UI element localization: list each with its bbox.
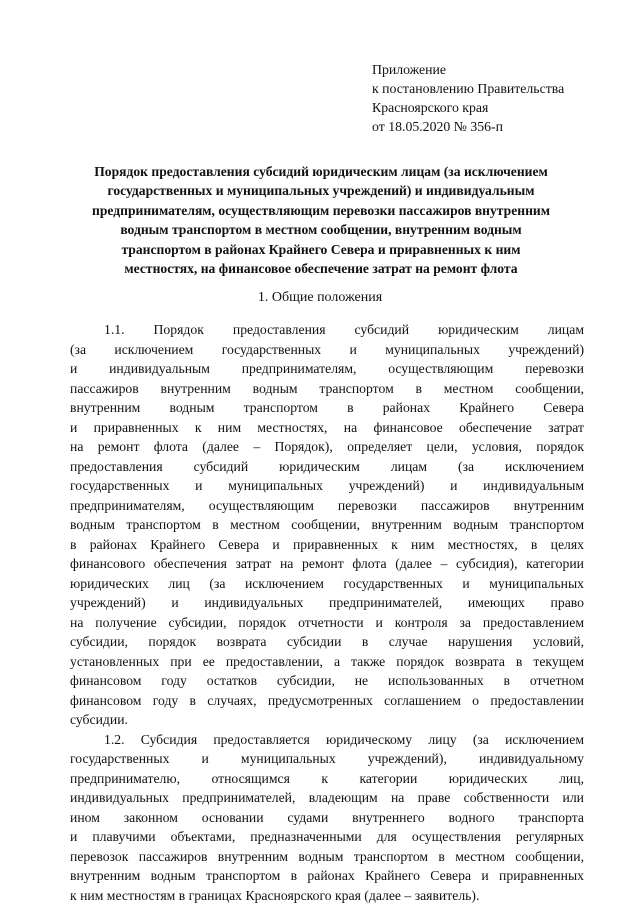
paragraph-line: водным транспортом в местном сообщении, внутренним водным транспортом <box>70 517 584 532</box>
appendix-resolution: к постановлению Правительства <box>372 81 565 96</box>
paragraph-1-1 <box>70 320 584 730</box>
paragraph-line: перевозок пассажиров внутренним водным транспортом в местном сообщении, <box>70 848 584 864</box>
paragraph-line: и приравненных к ним местностях, на финансовое обеспечение затрат <box>70 419 584 435</box>
paragraph-line: и индивидуальным предпринимателям, осуществляющим перевозки <box>70 361 584 376</box>
title-line: транспортом в районах Крайнего Севера и приравненных к ним <box>121 241 521 257</box>
paragraph-line: финансового обеспечения затрат на ремонт флота (далее – субсидия), категории <box>70 556 584 571</box>
paragraph-line: (за исключением государственных и муниципальных учреждений) <box>70 341 584 357</box>
appendix-region: Красноярского края <box>372 100 489 115</box>
paragraph-line: предпринимателям, осуществляющим перевозки пассажиров внутренним <box>70 497 584 513</box>
paragraph-line: 1.1. Порядок предоставления субсидий юридическим лицам <box>104 322 584 337</box>
appendix-date-number: от 18.05.2020 № 356-п <box>372 119 504 134</box>
title-line: водным транспортом в местном сообщении, внутренним водным <box>120 222 522 238</box>
paragraph-line: учреждений) и индивидуальных предпринимателей, имеющих право <box>70 595 584 610</box>
section-heading: 1. Общие положения <box>257 290 383 305</box>
appendix-block <box>372 60 564 136</box>
paragraph-line: предоставления субсидий юридическим лицам (за исключением <box>70 458 584 474</box>
paragraph-line: предпринимателю, относящимся к категории юридических лиц, <box>70 770 584 786</box>
paragraph-1-2 <box>70 730 584 905</box>
paragraph-line: и плавучими объектами, предназначенными для осуществления регулярных <box>70 829 584 844</box>
title-line: местностях, на финансовое обеспечение затрат на ремонт флота <box>124 261 518 277</box>
paragraph-line: внутренним водным транспортом в районах Крайнего Севера и приравненных <box>70 868 584 883</box>
paragraph-line: юридических лиц (за исключением государственных и муниципальных <box>70 575 584 591</box>
document-title <box>62 162 580 278</box>
paragraph-line: финансовом году остатков субсидии, не использованных в отчетном <box>70 673 584 688</box>
document-body <box>70 320 584 905</box>
paragraph-line: к ним местностям в границах Красноярского края (далее – заявитель). <box>70 887 480 903</box>
paragraph-line: 1.2. Субсидия предоставляется юридическому лицу (за исключением <box>104 731 584 747</box>
paragraph-line: индивидуальных предпринимателей, владеющим на праве собственности или <box>70 790 584 805</box>
title-line: Порядок предоставления субсидий юридическим лицам (за исключением <box>94 164 548 179</box>
paragraph-line: пассажиров внутренним водным транспортом в местном сообщении, <box>70 380 584 396</box>
appendix-label: Приложение <box>372 62 447 77</box>
title-line: государственных и муниципальных учреждений) и индивидуальным <box>107 183 535 199</box>
paragraph-line: установленных при ее предоставлении, а также порядок возврата в текущем <box>70 653 584 669</box>
paragraph-line: ином законном основании судами внутреннего водного транспорта <box>70 809 584 825</box>
title-line: предпринимателям, осуществляющим перевозки пассажиров внутренним <box>91 202 550 218</box>
paragraph-line: государственных и муниципальных учреждений) и индивидуальным <box>70 478 584 493</box>
paragraph-line: в районах Крайнего Севера и приравненных к ним местностях, в целях <box>70 536 584 552</box>
paragraph-line: субсидии, порядок возврата субсидии в случае нарушения условий, <box>70 634 584 649</box>
paragraph-line: внутренним водным транспортом в районах Крайнего Севера <box>70 400 584 415</box>
paragraph-line: субсидии. <box>70 712 128 727</box>
paragraph-line: финансовом году в случаях, предусмотренных соглашением о предоставлении <box>70 692 584 708</box>
paragraph-line: на ремонт флота (далее – Порядок), определяет цели, условия, порядок <box>70 439 584 454</box>
paragraph-line: на получение субсидии, порядок отчетности и контроля за предоставлением <box>70 614 584 630</box>
paragraph-line: государственных и муниципальных учреждений), индивидуальному <box>70 751 584 766</box>
